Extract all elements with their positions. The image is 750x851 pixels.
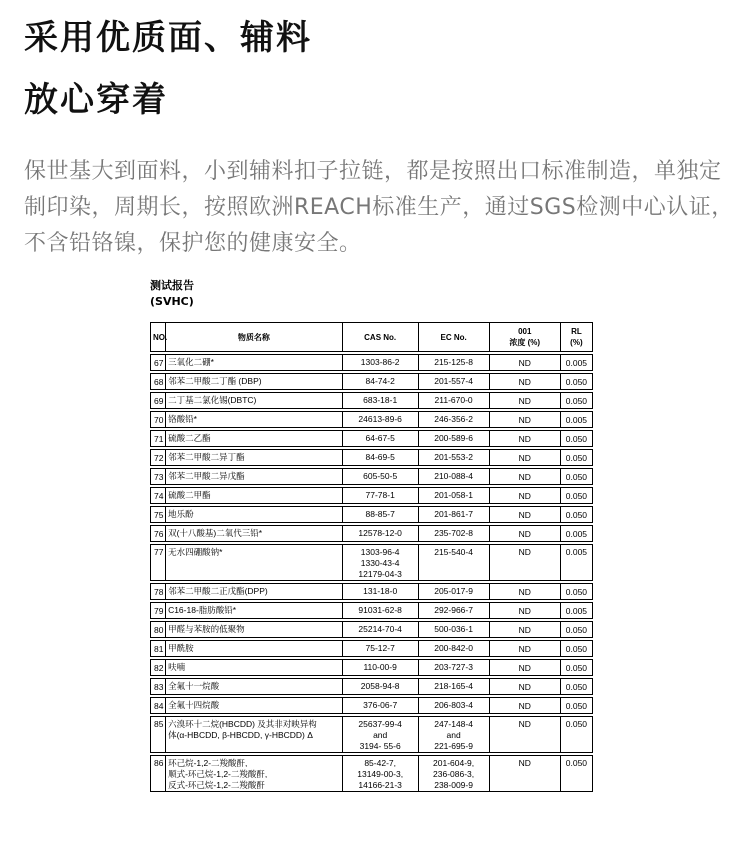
cell-001: ND [490, 354, 561, 371]
cell-ec [419, 583, 490, 600]
cell-ec [419, 354, 490, 371]
cell-ec-line: 215-540-4 [434, 547, 473, 557]
table-row [150, 697, 593, 714]
cell-ec-line: 246-356-2 [434, 414, 473, 424]
cell-ec-line: 203-727-3 [434, 662, 473, 672]
table-row [150, 716, 593, 753]
header-cas: CAS No. [343, 322, 419, 352]
cell-ec [419, 602, 490, 619]
cell-001: ND [490, 392, 561, 409]
cell-001: ND [490, 659, 561, 676]
cell-no: 85 [150, 716, 166, 753]
cell-rl: 0.005 [561, 354, 593, 371]
header-001 [490, 322, 561, 352]
cell-001: ND [490, 449, 561, 466]
cell-001: ND [490, 468, 561, 485]
cell-001: ND [490, 506, 561, 523]
svhc-table [150, 320, 593, 794]
cell-rl: 0.005 [561, 525, 593, 542]
cell-cas-line: 1303-86-2 [360, 357, 400, 367]
cell-001: ND [490, 525, 561, 542]
cell-cas-line: 77-78-1 [365, 490, 395, 500]
header-rl-line2: (%) [570, 338, 583, 347]
cell-name [166, 354, 343, 371]
cell-name [166, 602, 343, 619]
cell-cas [343, 449, 419, 466]
cell-001: ND [490, 755, 561, 792]
cell-cas [343, 373, 419, 390]
cell-ec-line: 236-086-3, [433, 769, 475, 779]
cell-rl: 0.050 [561, 697, 593, 714]
cell-rl: 0.005 [561, 544, 593, 581]
cell-ec-line: 201-557-4 [434, 376, 473, 386]
cell-no: 74 [150, 487, 166, 504]
cell-ec-line: 205-017-9 [434, 586, 473, 596]
cell-ec-line: 221-695-9 [434, 741, 473, 751]
cell-rl: 0.050 [561, 373, 593, 390]
cell-no: 82 [150, 659, 166, 676]
cell-cas [343, 487, 419, 504]
cell-cas-line: 25214-70-4 [358, 624, 402, 634]
cell-rl: 0.050 [561, 430, 593, 447]
cell-ec [419, 755, 490, 792]
cell-cas [343, 640, 419, 657]
cell-ec-line: 218-165-4 [434, 681, 473, 691]
cell-cas-line: 14166-21-3 [358, 780, 402, 790]
cell-ec [419, 411, 490, 428]
cell-cas-line: 13149-00-3, [357, 769, 404, 779]
cell-cas-line: 131-18-0 [363, 586, 398, 596]
cell-no: 69 [150, 392, 166, 409]
cell-ec-line: 500-036-1 [434, 624, 473, 634]
cell-ec-line: 201-553-2 [434, 452, 473, 462]
cell-rl: 0.050 [561, 640, 593, 657]
cell-name-line: 甲醛与苯胺的低聚物 [168, 624, 245, 634]
cell-ec [419, 506, 490, 523]
cell-name [166, 697, 343, 714]
cell-name-line: 无水四硼酸钠* [168, 547, 223, 557]
cell-ec [419, 716, 490, 753]
cell-rl: 0.050 [561, 755, 593, 792]
cell-name [166, 373, 343, 390]
cell-name-line: 双(十八酸基)二氧代三铅* [168, 528, 263, 538]
cell-cas [343, 755, 419, 792]
cell-001: ND [490, 678, 561, 695]
cell-cas-line: 110-00-9 [363, 662, 397, 672]
table-row [150, 755, 593, 792]
table-header-row [150, 322, 593, 352]
table-row [150, 640, 593, 657]
cell-ec [419, 487, 490, 504]
table-row [150, 678, 593, 695]
cell-name [166, 659, 343, 676]
table-row [150, 411, 593, 428]
cell-cas-line: 84-74-2 [365, 376, 395, 386]
cell-cas-line: and [373, 730, 388, 740]
cell-no: 67 [150, 354, 166, 371]
cell-001: ND [490, 697, 561, 714]
cell-name [166, 621, 343, 638]
cell-name-line: 三氧化二硼* [168, 357, 214, 367]
cell-cas-line: 2058-94-8 [360, 681, 400, 691]
table-row [150, 449, 593, 466]
cell-cas [343, 392, 419, 409]
cell-name [166, 525, 343, 542]
cell-cas [343, 544, 419, 581]
cell-name-line: 反式-环己烷-1,2-二羧酸酐 [168, 780, 265, 790]
cell-ec [419, 392, 490, 409]
cell-ec-line: 238-009-9 [434, 780, 473, 790]
cell-name-line: 六溴环十二烷(HBCDD) 及其非对映异构 [168, 719, 317, 729]
cell-name-line: 顺式-环己烷-1,2-二羧酸酐, [168, 769, 268, 779]
table-row [150, 392, 593, 409]
cell-ec [419, 525, 490, 542]
cell-rl: 0.050 [561, 392, 593, 409]
cell-ec-line: 201-604-9, [433, 758, 475, 768]
heading-line1: 采用优质面、辅料 [24, 18, 312, 58]
cell-rl: 0.050 [561, 621, 593, 638]
cell-no: 73 [150, 468, 166, 485]
cell-name [166, 640, 343, 657]
cell-rl: 0.050 [561, 487, 593, 504]
cell-name [166, 755, 343, 792]
table-row [150, 354, 593, 371]
cell-cas-line: 85-42-7, [364, 758, 396, 768]
cell-cas [343, 354, 419, 371]
cell-ec [419, 449, 490, 466]
cell-cas-line: 24613-89-6 [358, 414, 402, 424]
cell-name-line: 地乐酚 [168, 509, 194, 519]
cell-name [166, 411, 343, 428]
cell-ec-line: 215-125-8 [434, 357, 473, 367]
heading-line2: 放心穿着 [24, 80, 168, 120]
cell-rl: 0.005 [561, 602, 593, 619]
cell-001: ND [490, 621, 561, 638]
cell-no: 71 [150, 430, 166, 447]
cell-name-line: 铬酸铅* [168, 414, 197, 424]
cell-cas-line: 12578-12-0 [358, 528, 402, 538]
cell-ec-line: 201-861-7 [434, 509, 473, 519]
report-title: 测试报告 [150, 279, 194, 292]
cell-001: ND [490, 544, 561, 581]
header-ec: EC No. [419, 322, 490, 352]
cell-name-line: 邻苯二甲酸二异戊酯 [168, 471, 245, 481]
cell-cas-line: 683-18-1 [363, 395, 398, 405]
cell-cas-line: 75-12-7 [365, 643, 395, 653]
cell-no: 72 [150, 449, 166, 466]
table-row [150, 506, 593, 523]
cell-rl: 0.050 [561, 716, 593, 753]
header-001-line2: 浓度 (%) [509, 338, 541, 347]
cell-cas-line: 25637-99-4 [358, 719, 402, 729]
cell-name-line: 邻苯二甲酸二正戊酯(DPP) [168, 586, 268, 596]
cell-name-line: C16-18-脂肪酸铅* [168, 605, 237, 615]
table-row [150, 468, 593, 485]
cell-ec-line: 211-670-0 [434, 395, 473, 405]
cell-no: 81 [150, 640, 166, 657]
cell-cas [343, 716, 419, 753]
cell-cas-line: 91031-62-8 [358, 605, 402, 615]
cell-no: 79 [150, 602, 166, 619]
cell-name [166, 392, 343, 409]
cell-ec [419, 373, 490, 390]
cell-rl: 0.050 [561, 583, 593, 600]
cell-rl: 0.050 [561, 506, 593, 523]
cell-cas-line: 64-67-5 [365, 433, 395, 443]
cell-ec [419, 678, 490, 695]
header-no: NO. [150, 322, 166, 352]
table-row [150, 544, 593, 581]
cell-cas [343, 506, 419, 523]
cell-ec-line: 206-803-4 [434, 700, 473, 710]
cell-001: ND [490, 373, 561, 390]
cell-cas-line: 1303-96-4 [360, 547, 400, 557]
cell-name-line: 硫酸二乙酯 [168, 433, 211, 443]
cell-name [166, 583, 343, 600]
cell-no: 84 [150, 697, 166, 714]
table-row [150, 430, 593, 447]
header-rl-line1: RL [571, 327, 582, 336]
cell-name [166, 678, 343, 695]
cell-name [166, 449, 343, 466]
cell-name [166, 506, 343, 523]
cell-001: ND [490, 430, 561, 447]
cell-ec-line: 210-088-4 [434, 471, 473, 481]
cell-cas [343, 525, 419, 542]
cell-no: 83 [150, 678, 166, 695]
cell-name-line: 体(α-HBCDD, β-HBCDD, γ-HBCDD) Δ [168, 730, 313, 740]
cell-no: 75 [150, 506, 166, 523]
cell-no: 76 [150, 525, 166, 542]
cell-ec-line: 201-058-1 [434, 490, 473, 500]
cell-cas [343, 602, 419, 619]
cell-name-line: 硫酸二甲酯 [168, 490, 211, 500]
cell-ec [419, 430, 490, 447]
table-row [150, 602, 593, 619]
cell-cas-line: 84-69-5 [365, 452, 395, 462]
table-row [150, 525, 593, 542]
cell-no: 78 [150, 583, 166, 600]
cell-no: 77 [150, 544, 166, 581]
cell-ec [419, 621, 490, 638]
cell-cas-line: 3194- 55-6 [359, 741, 401, 751]
cell-ec [419, 468, 490, 485]
table-row [150, 583, 593, 600]
cell-no: 68 [150, 373, 166, 390]
report-subtitle: (SVHC) [150, 295, 194, 308]
cell-001: ND [490, 716, 561, 753]
cell-cas [343, 468, 419, 485]
cell-cas [343, 659, 419, 676]
cell-name-line: 全氟十四烷酸 [168, 700, 220, 710]
cell-ec [419, 544, 490, 581]
header-001-line1: 001 [518, 327, 532, 336]
table-row [150, 621, 593, 638]
cell-cas-line: 88-85-7 [365, 509, 395, 519]
cell-name-line: 呋喃 [168, 662, 186, 672]
header-name: 物质名称 [166, 322, 343, 352]
cell-name-line: 邻苯二甲酸二丁酯 (DBP) [168, 376, 262, 386]
cell-name [166, 487, 343, 504]
cell-001: ND [490, 640, 561, 657]
cell-cas [343, 678, 419, 695]
cell-cas [343, 430, 419, 447]
cell-ec [419, 697, 490, 714]
cell-name [166, 716, 343, 753]
cell-001: ND [490, 583, 561, 600]
table-row [150, 487, 593, 504]
cell-cas [343, 621, 419, 638]
test-report [150, 278, 595, 794]
cell-ec-line: 200-842-0 [434, 643, 473, 653]
cell-name-line: 邻苯二甲酸二异丁酯 [168, 452, 245, 462]
cell-rl: 0.050 [561, 659, 593, 676]
cell-cas-line: 605-50-5 [363, 471, 398, 481]
cell-no: 86 [150, 755, 166, 792]
cell-name-line: 甲酰胺 [168, 643, 194, 653]
cell-rl: 0.005 [561, 411, 593, 428]
cell-ec-line: 292-966-7 [434, 605, 473, 615]
cell-cas-line: 12179-04-3 [358, 569, 402, 579]
cell-rl: 0.050 [561, 468, 593, 485]
table-row [150, 373, 593, 390]
cell-ec [419, 640, 490, 657]
cell-ec-line: and [446, 730, 461, 740]
cell-001: ND [490, 602, 561, 619]
cell-name-line: 二丁基二氯化锡(DBTC) [168, 395, 257, 405]
cell-ec-line: 200-589-6 [434, 433, 473, 443]
cell-name-line: 环己烷-1,2-二羧酸酐, [168, 758, 248, 768]
cell-cas [343, 697, 419, 714]
cell-cas-line: 376-06-7 [363, 700, 398, 710]
cell-name [166, 544, 343, 581]
description-text: 保世基大到面料，小到辅料扣子拉链，都是按照出口标准制造，单独定制印染，周期长，按照欧洲REACH标准生产，通过SGS检测中心认证，不含铅铬镍，保护您的健康安全。 [24, 159, 734, 256]
cell-rl: 0.050 [561, 449, 593, 466]
cell-001: ND [490, 411, 561, 428]
cell-name [166, 430, 343, 447]
cell-no: 70 [150, 411, 166, 428]
header-rl [561, 322, 593, 352]
cell-ec-line: 247-148-4 [434, 719, 473, 729]
table-row [150, 659, 593, 676]
cell-001: ND [490, 487, 561, 504]
cell-cas [343, 411, 419, 428]
cell-cas [343, 583, 419, 600]
cell-no: 80 [150, 621, 166, 638]
cell-cas-line: 1330-43-4 [360, 558, 400, 568]
cell-name [166, 468, 343, 485]
cell-name-line: 全氟十一烷酸 [168, 681, 220, 691]
cell-ec [419, 659, 490, 676]
cell-ec-line: 235-702-8 [434, 528, 473, 538]
cell-rl: 0.050 [561, 678, 593, 695]
